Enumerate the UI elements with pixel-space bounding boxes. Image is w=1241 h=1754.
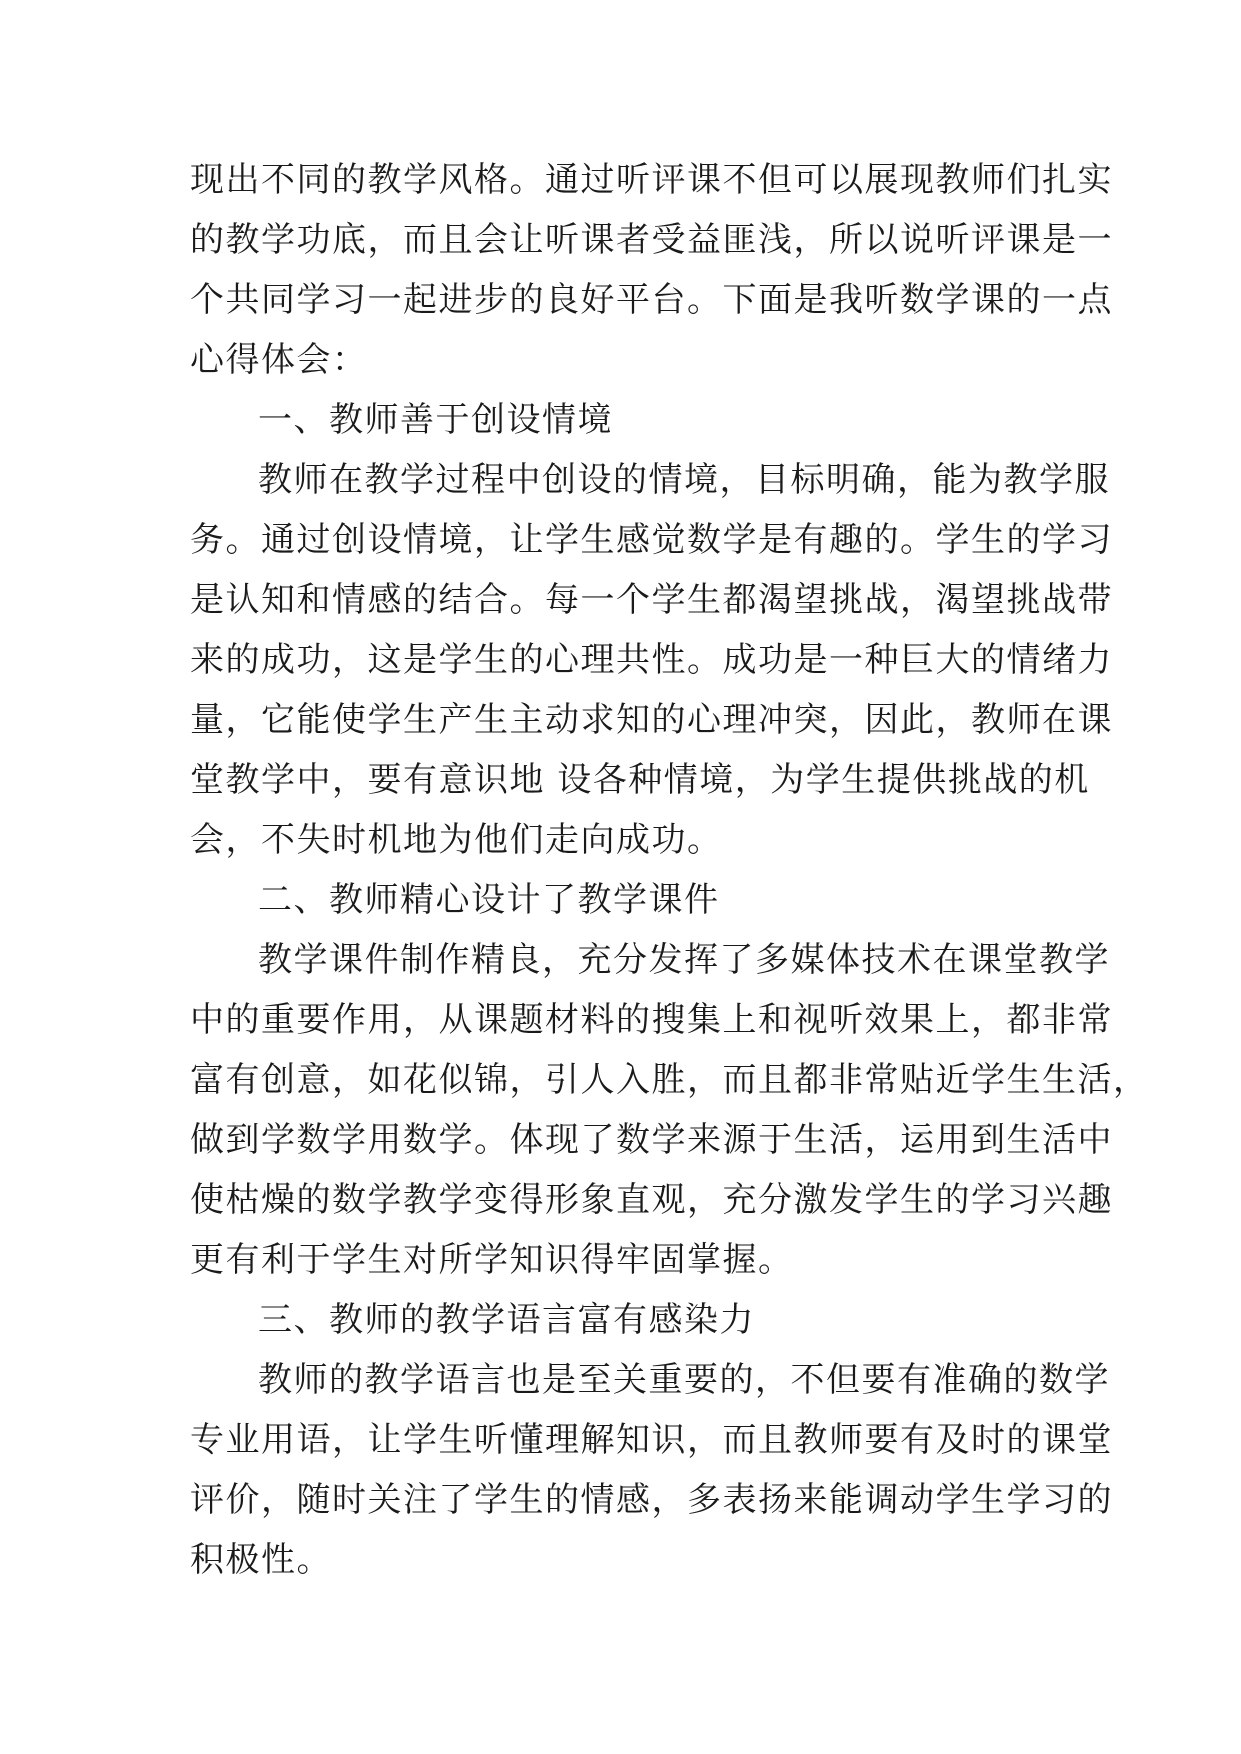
text-line: 会，不失时机地为他们走向成功。 — [190, 820, 723, 860]
text-line: 使枯燥的数学教学变得形象直观，充分激发学生的学习兴趣 — [190, 1180, 1113, 1220]
section-heading: 一、教师善于创设情境 — [258, 400, 613, 440]
text-line: 现出不同的教学风格。通过听评课不但可以展现教师们扎实 — [190, 160, 1113, 200]
text-line: 务。通过创设情境，让学生感觉数学是有趣的。学生的学习 — [190, 520, 1113, 560]
text-line: 来的成功，这是学生的心理共性。成功是一种巨大的情绪力 — [190, 640, 1113, 680]
text-line: 心得体会： — [190, 340, 368, 380]
text-line: 量，它能使学生产生主动求知的心理冲突，因此，教师在课 — [190, 700, 1113, 740]
section-heading: 二、教师精心设计了教学课件 — [258, 880, 720, 920]
text-line: 富有创意，如花似锦，引人入胜，而且都非常贴近学生生活， — [190, 1060, 1149, 1100]
section-heading: 三、教师的教学语言富有感染力 — [258, 1300, 755, 1340]
body-text — [190, 150, 1149, 1590]
text-line: 评价，随时关注了学生的情感，多表扬来能调动学生学习的 — [190, 1480, 1113, 1520]
text-line: 中的重要作用，从课题材料的搜集上和视听效果上，都非常 — [190, 1000, 1113, 1040]
text-line: 做到学数学用数学。体现了数学来源于生活，运用到生活中 — [190, 1120, 1113, 1160]
text-line: 教师的教学语言也是至关重要的，不但要有准确的数学 — [258, 1360, 1110, 1400]
text-line: 更有利于学生对所学知识得牢固掌握。 — [190, 1240, 794, 1280]
text-line: 是认知和情感的结合。每一个学生都渴望挑战，渴望挑战带 — [190, 580, 1113, 620]
text-line: 的教学功底，而且会让听课者受益匪浅，所以说听评课是一 — [190, 220, 1113, 260]
text-line: 专业用语，让学生听懂理解知识，而且教师要有及时的课堂 — [190, 1420, 1113, 1460]
text-line: 堂教学中，要有意识地 设各种情境，为学生提供挑战的机 — [190, 760, 1090, 800]
text-line: 教学课件制作精良，充分发挥了多媒体技术在课堂教学 — [258, 940, 1110, 980]
text-line: 教师在教学过程中创设的情境，目标明确，能为教学服 — [258, 460, 1110, 500]
text-line: 积极性。 — [190, 1540, 332, 1580]
text-line: 个共同学习一起进步的良好平台。下面是我听数学课的一点 — [190, 280, 1113, 320]
